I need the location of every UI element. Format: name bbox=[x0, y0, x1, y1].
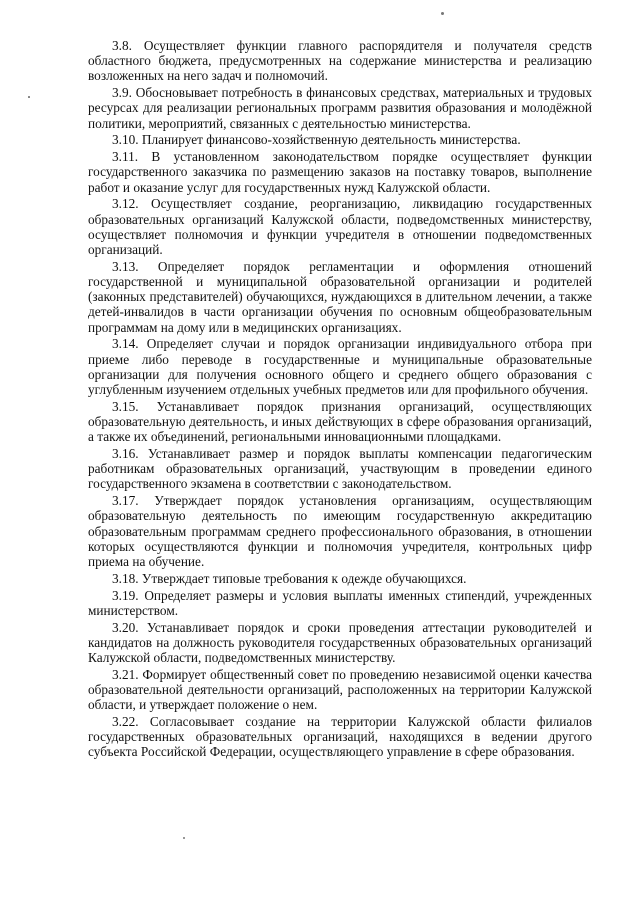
paragraph-3-16: 3.16. Устанавливает размер и порядок выплаты компенсации педагогическим работникам образовательных организаций, участвующим в проведении единого государственного экзамена в соответствии с законодательством. bbox=[88, 446, 592, 492]
paragraph-3-22: 3.22. Согласовывает создание на территории Калужской области филиалов государственных образовательных организаций, находящихся в ведении другого субъекта Российской Федерации, осуществляющего управление в сфере образования. bbox=[88, 714, 592, 760]
paragraph-3-8: 3.8. Осуществляет функции главного распорядителя и получателя средств областного бюджета, предусмотренных на содержание министерства и реализацию возложенных на него задач и полномочий. bbox=[88, 38, 592, 84]
paragraph-3-13: 3.13. Определяет порядок регламентации и оформления отношений государственной и муниципальной образовательной организации и родителей (законных представителей) обучающихся, нуждающихся в длительном лечении, а также детей-инвалидов в части организации обучения по основным общеобразовательным программам на дому или в медицинских организациях. bbox=[88, 258, 592, 335]
scan-speck bbox=[28, 96, 30, 98]
paragraph-3-12: 3.12. Осуществляет создание, реорганизацию, ликвидацию государственных образовательных организаций Калужской области, подведомственных министерству, осуществляет полномочия и функции учредителя в отношении подведомственных организаций. bbox=[88, 196, 592, 258]
paragraph-3-19: 3.19. Определяет размеры и условия выплаты именных стипендий, учрежденных министерством. bbox=[88, 587, 592, 618]
paragraph-3-14: 3.14. Определяет случаи и порядок организации индивидуального отбора при приеме либо переводе в государственные и муниципальные образовательные организации для получения основного общего и среднего общего образования с углубленным изучением отдельных учебных предметов или для профильного обучения. bbox=[88, 336, 592, 398]
paragraph-3-21: 3.21. Формирует общественный совет по проведению независимой оценки качества образовательной деятельности организаций, расположенных на территории Калужской области, и утверждает положение о нем. bbox=[88, 666, 592, 713]
scan-speck bbox=[441, 12, 444, 15]
paragraph-3-17: 3.17. Утверждает порядок установления организациям, осуществляющим образовательную деятельность по имеющим государственную аккредитацию образовательным программам среднего профессионального образования, в отношении которых осуществляются функции и полномочия учредителя, контрольных цифр приема на обучение. bbox=[88, 493, 592, 570]
paragraph-3-9: 3.9. Обосновывает потребность в финансовых средствах, материальных и трудовых ресурсах для реализации региональных программ развития образования и молодёжной политики, мероприятий, связанных с деятельностью министерства. bbox=[88, 85, 592, 131]
paragraph-3-15: 3.15. Устанавливает порядок признания организаций, осуществляющих образовательную деятельность, и иных действующих в сфере образования организаций, а также их объединений, региональными инновационными площадками. bbox=[88, 398, 592, 445]
document-body bbox=[88, 38, 592, 761]
paragraph-3-11: 3.11. В установленном законодательством порядке осуществляет функции государственного заказчика по размещению заказов на поставку товаров, выполнение работ и оказание услуг для государственных нужд Калужской области. bbox=[88, 149, 592, 195]
paragraph-3-10: 3.10. Планирует финансово-хозяйственную деятельность министерства. bbox=[112, 132, 521, 148]
scan-speck bbox=[183, 837, 185, 839]
paragraph-3-18: 3.18. Утверждает типовые требования к одежде обучающихся. bbox=[112, 570, 467, 586]
paragraph-3-20: 3.20. Устанавливает порядок и сроки проведения аттестации руководителей и кандидатов на должность руководителя государственных образовательных организаций Калужской области, подведомственных министерству. bbox=[88, 619, 592, 666]
